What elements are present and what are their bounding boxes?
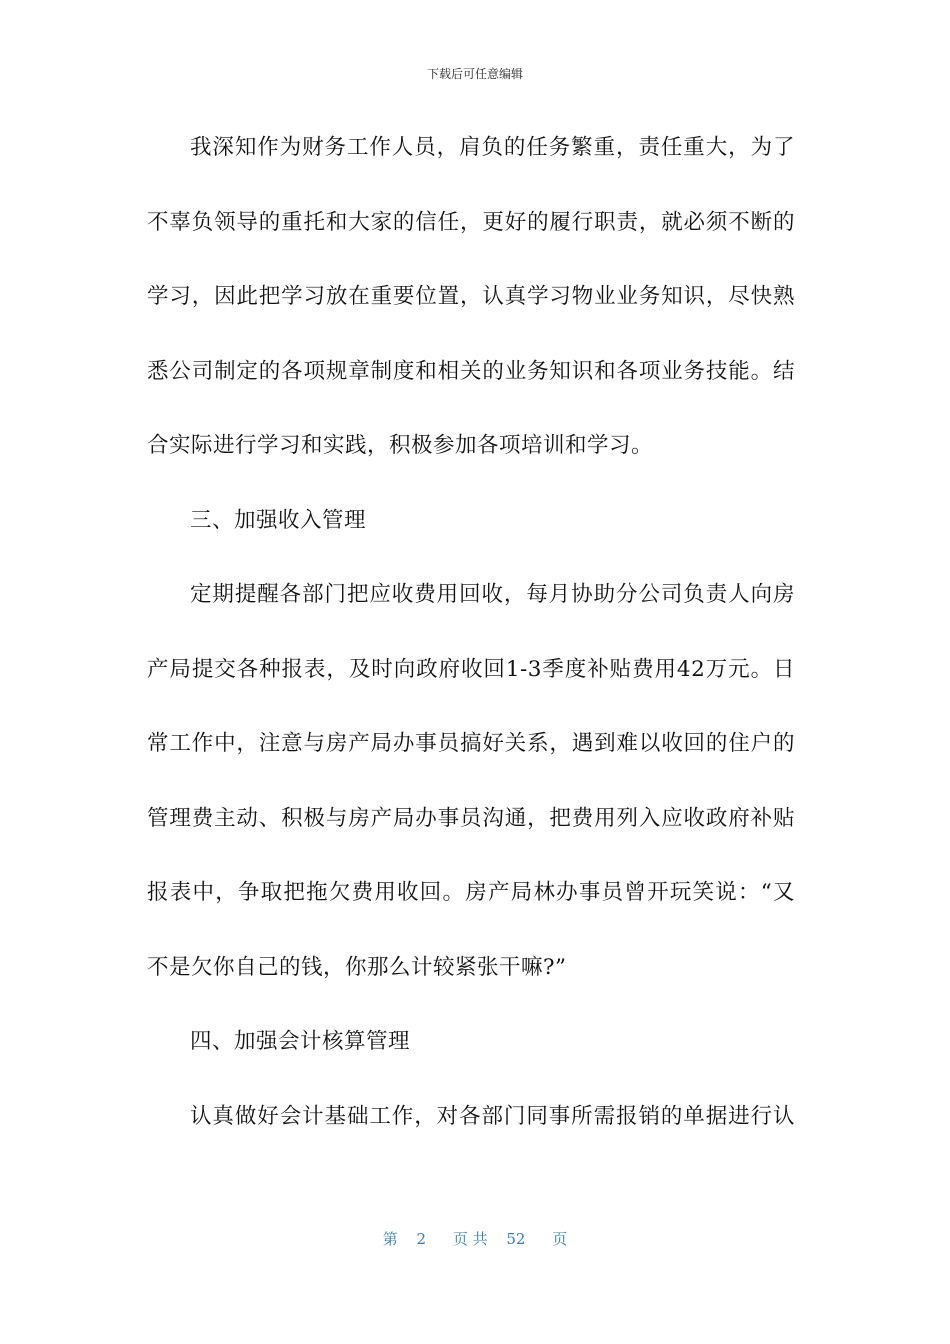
text-line-2: 不辜负领导的重托和大家的信任，更好的履行职责，就必须不断的 [147, 209, 795, 235]
text-line-4: 悉公司制定的各项规章制度和相关的业务知识和各项业务技能。结 [147, 358, 795, 384]
text-line-8: 产局提交各种报表，及时向政府收回1-3季度补贴费用42万元。日 [147, 656, 795, 682]
text-line-5: 合实际进行学习和实践，积极参加各项培训和学习。 [147, 433, 654, 458]
page-header [0, 66, 950, 82]
text-line-12: 不是欠你自己的钱，你那么计较紧张干嘛?” [147, 954, 567, 980]
footer-middle: 页 共 [452, 1230, 488, 1248]
text-line-9: 常工作中，注意与房产局办事员搞好关系，遇到难以收回的住户的 [147, 731, 795, 756]
footer-suffix: 页 [552, 1230, 568, 1248]
text-line-11: 报表中，争取把拖欠费用收回。房产局林办事员曾开玩笑说：“又 [147, 880, 795, 905]
document-body [147, 111, 795, 1154]
total-pages-number: 52 [506, 1230, 526, 1248]
page-footer [0, 1229, 950, 1249]
text-line-14: 认真做好会计基础工作，对各部门同事所需报销的单据进行认 [190, 1103, 795, 1129]
footer-prefix: 第 [382, 1230, 398, 1248]
text-line-3: 学习，因此把学习放在重要位置，认真学习物业业务知识，尽快熟 [147, 284, 795, 309]
section-heading-4: 四、加强会计核算管理 [190, 1029, 411, 1054]
text-line-7: 定期提醒各部门把应收费用回收，每月协助分公司负责人向房 [190, 582, 795, 607]
current-page-number: 2 [416, 1230, 427, 1248]
section-heading-3: 三、加强收入管理 [190, 507, 367, 533]
text-line-10: 管理费主动、积极与房产局办事员沟通，把费用列入应收政府补贴 [147, 805, 795, 831]
header-text: 下载后可任意编辑 [426, 67, 523, 81]
text-line-1: 我深知作为财务工作人员，肩负的任务繁重，责任重大，为了 [190, 135, 795, 160]
